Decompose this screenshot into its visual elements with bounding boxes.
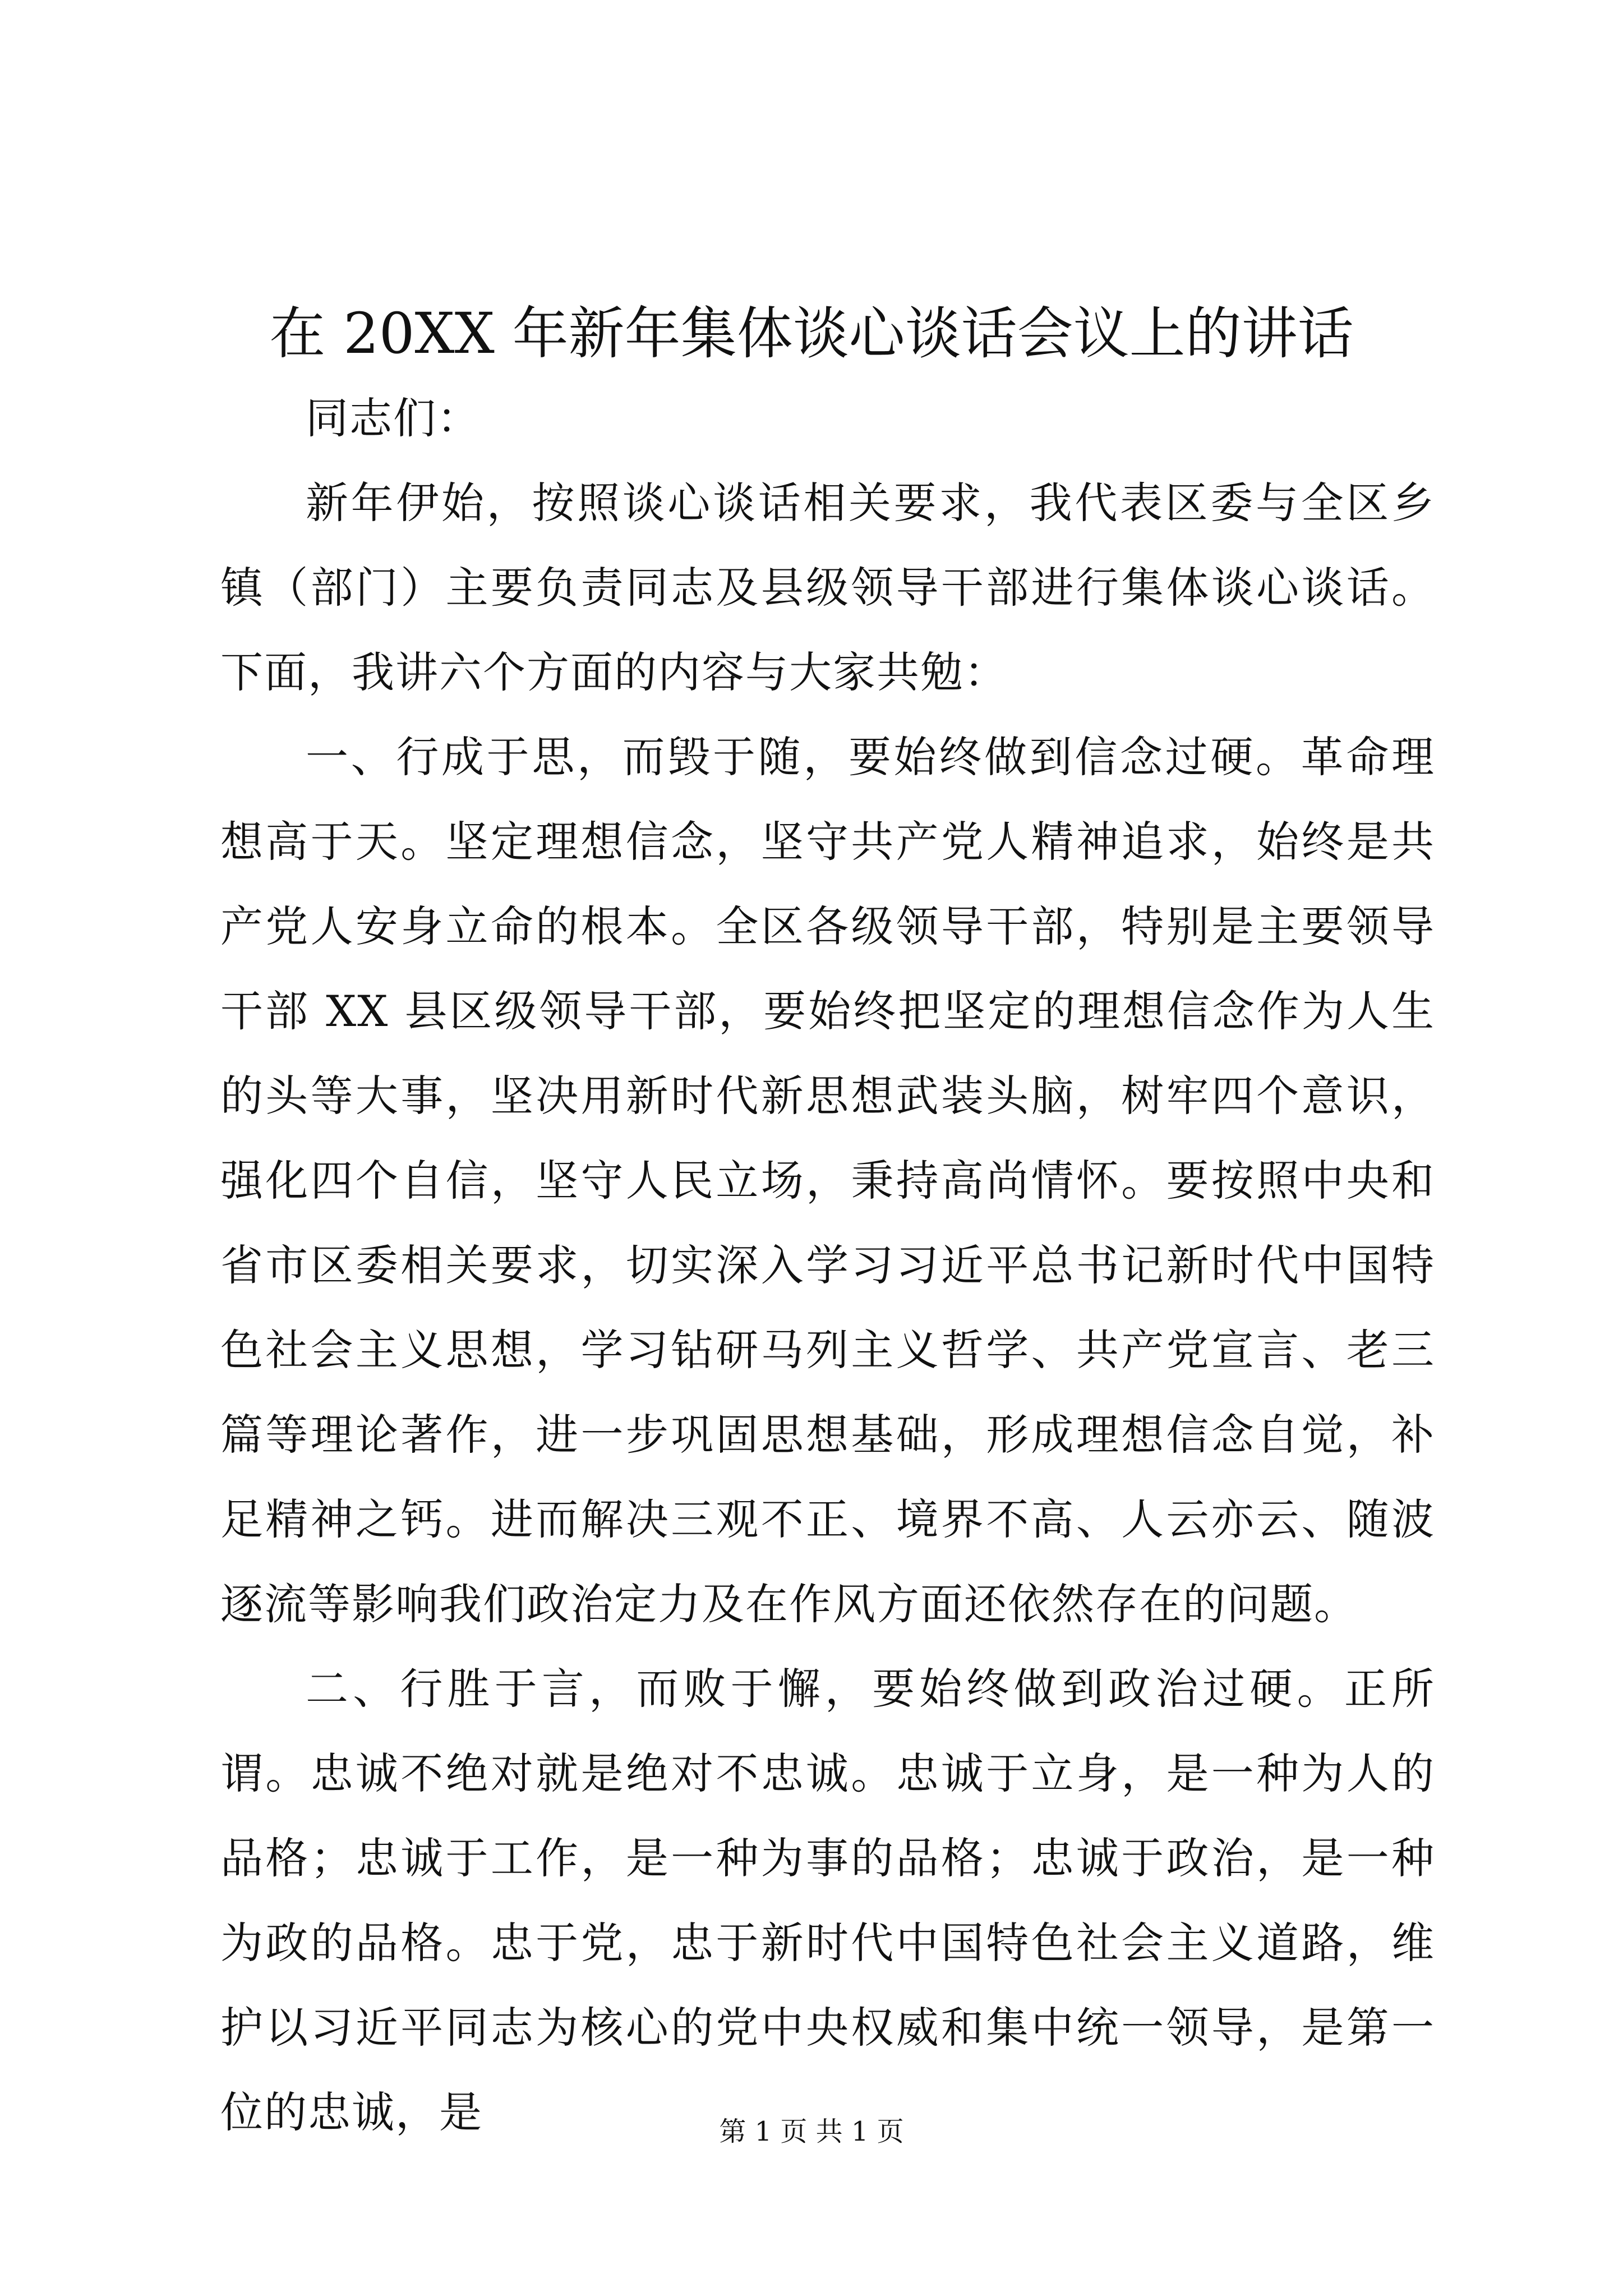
document-body: [220, 376, 1435, 2155]
document-title: 在 20XX 年新年集体谈心谈话会议上的讲话: [269, 301, 1354, 366]
paragraph-salutation: 同志们：: [306, 393, 481, 443]
page-footer: 第 1 页 共 1 页: [719, 2116, 904, 2147]
paragraph-intro: 新年伊始，按照谈心谈话相关要求，我代表区委与全区乡镇（部门）主要负责同志及县级领导干部进行集体谈心谈话。下面，我讲六个方面的内容与大家共勉：: [220, 478, 1435, 697]
paragraph-section-one: 一、行成于思，而毁于随，要始终做到信念过硬。革命理想高于天。坚定理想信念，坚守共产党人精神追求，始终是共产党人安身立命的根本。全区各级领导干部，特别是主要领导干部 XX 县区级领导干部，要始终把坚定的理想信念作为人生的头等大事，坚决用新时代新思想武装头脑，树牢四个意识，强化四个自信，坚守人民立场，秉持高尚情怀。要按照中央和省市区委相关要求，切实深入学习习近平总书记新时代中国特色社会主义思想，学习钻研马列主义哲学、共产党宣言、老三篇等理论著作，进一步巩固思想基础，形成理想信念自觉，补足精神之钙。进而解决三观不正、境界不高、人云亦云、随波逐流等影响我们政治定力及在作风方面还依然存在的问题。: [220, 732, 1435, 1629]
paragraph-section-two: 二、行胜于言，而败于懈，要始终做到政治过硬。正所谓。忠诚不绝对就是绝对不忠诚。忠诚于立身，是一种为人的品格；忠诚于工作，是一种为事的品格；忠诚于政治，是一种为政的品格。忠于党，忠于新时代中国特色社会主义道路，维护以习近平同志为核心的党中央权威和集中统一领导，是第一位的忠诚，是: [220, 1664, 1435, 2137]
